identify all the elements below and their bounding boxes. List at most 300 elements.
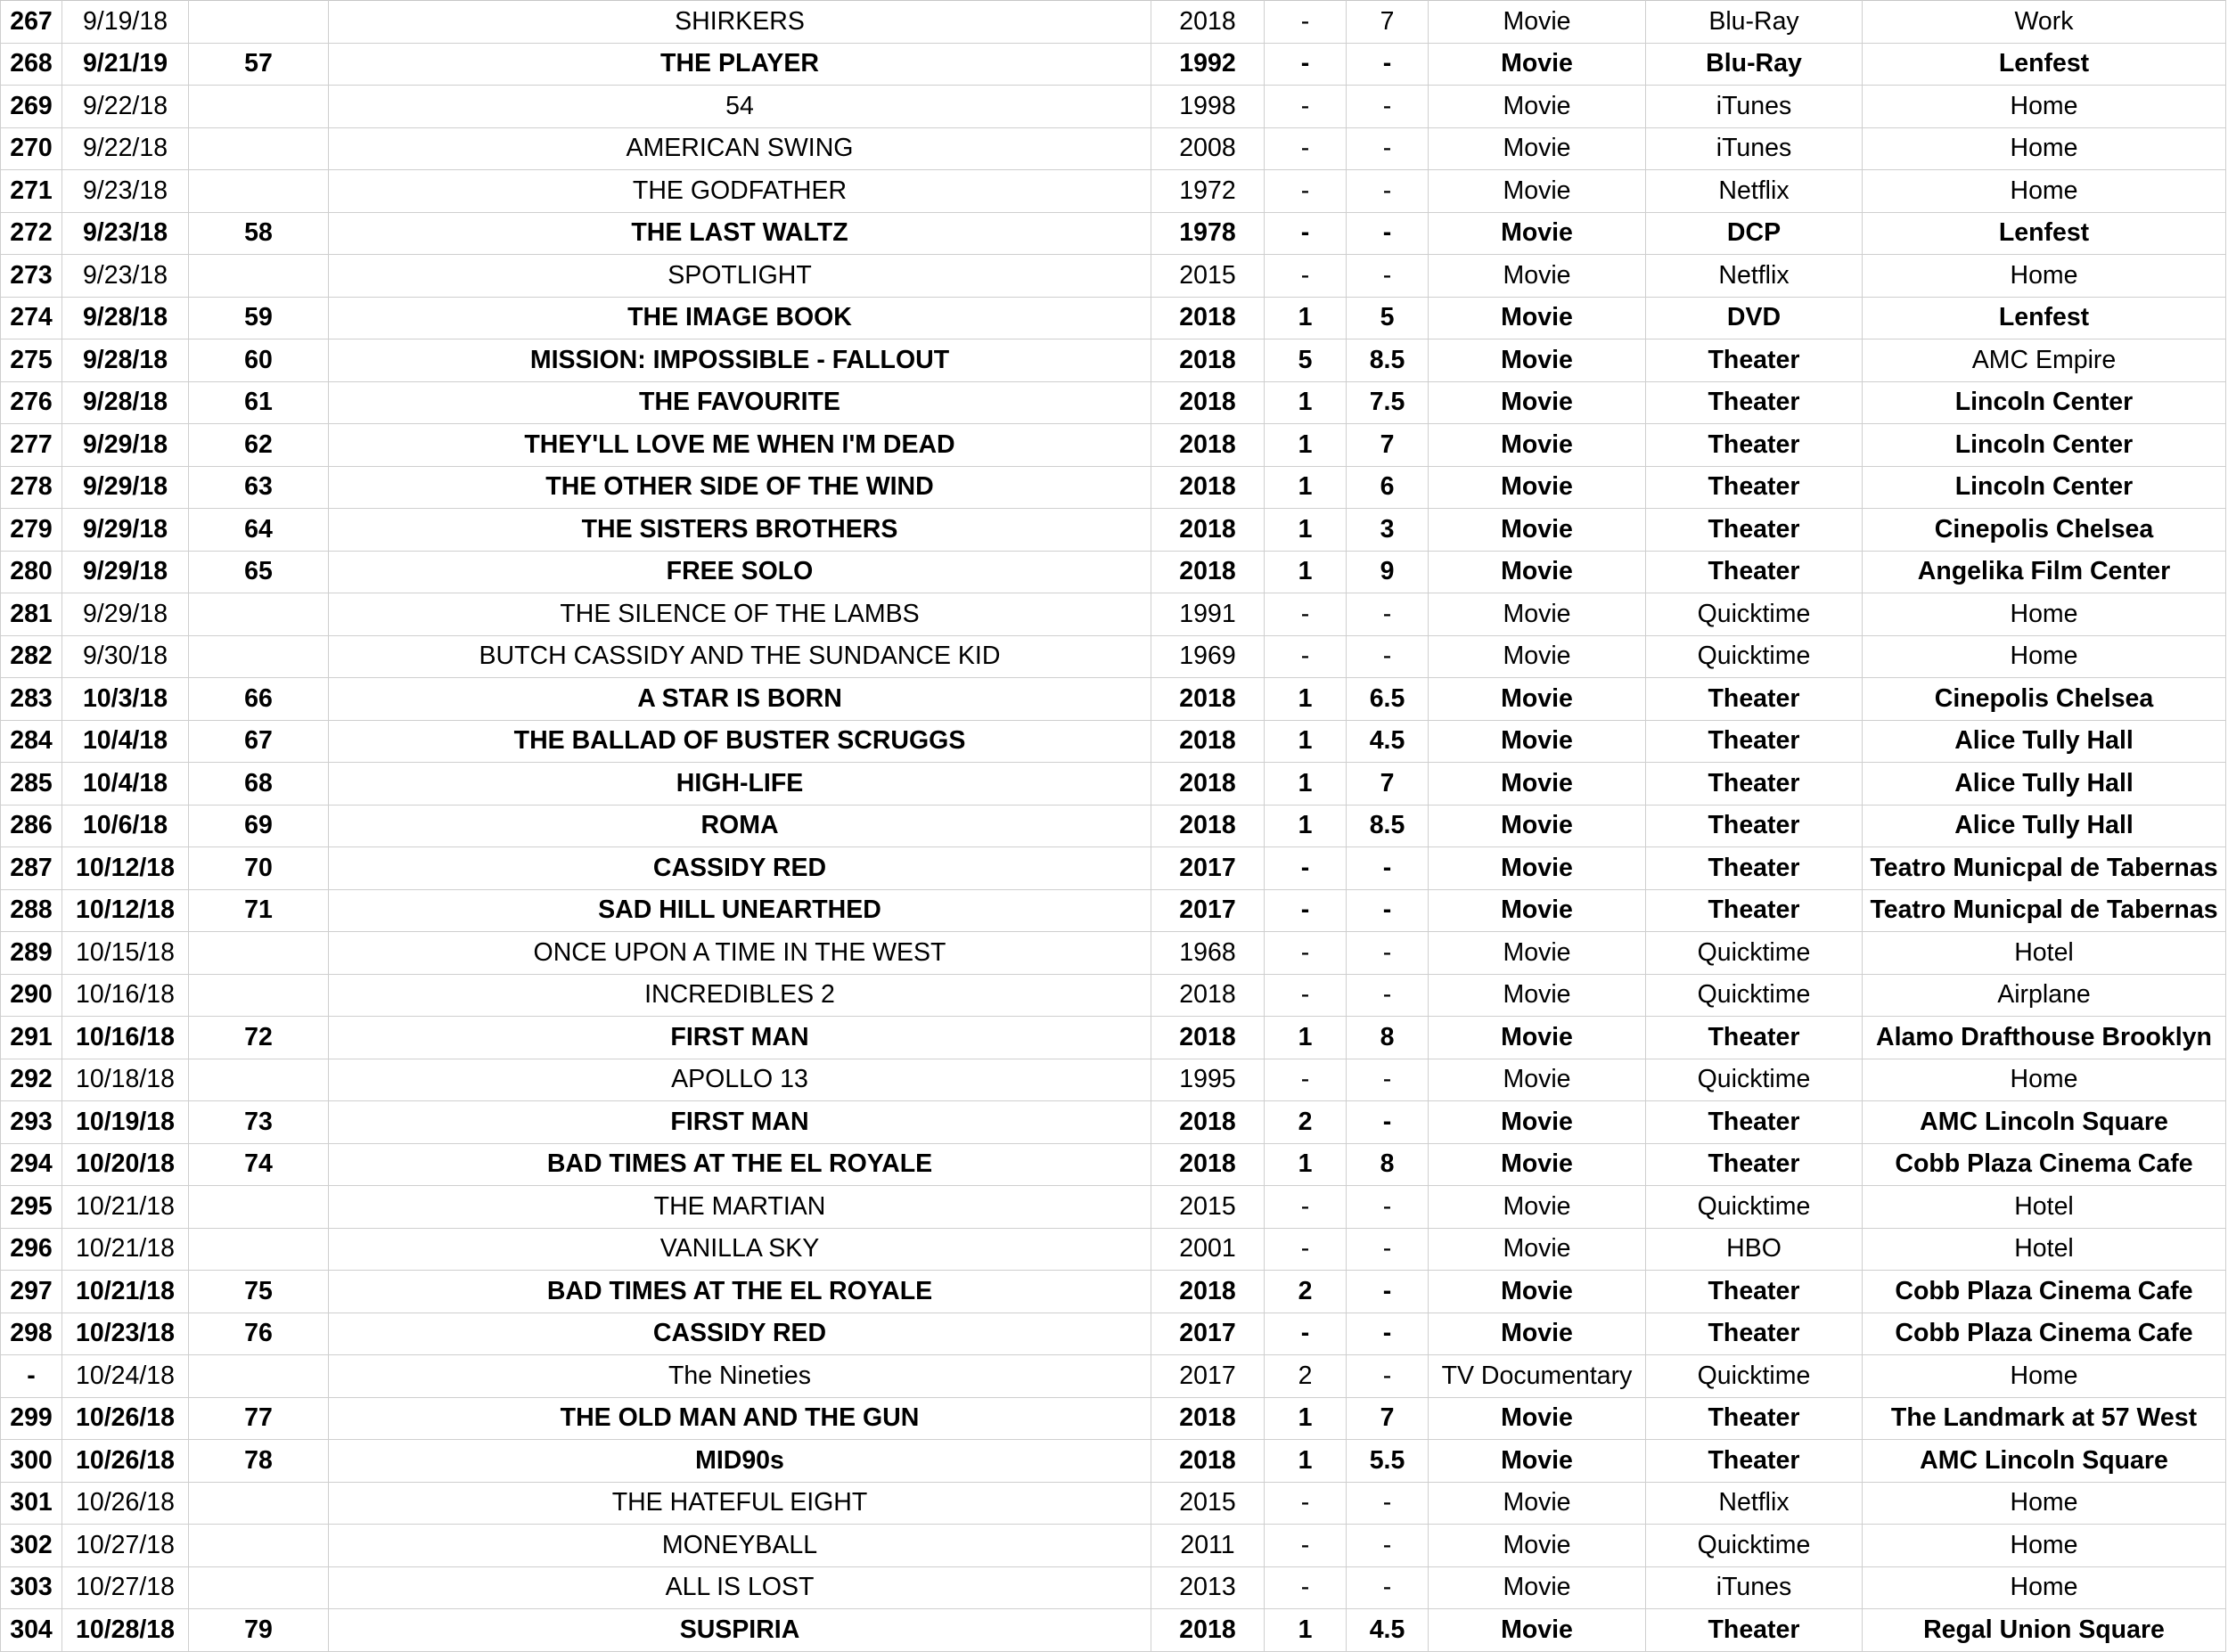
cell-format[interactable]: DCP [1646,212,1863,255]
cell-theater-count[interactable]: 77 [189,1397,329,1440]
cell-theater-count[interactable]: 69 [189,805,329,847]
cell-entry-number[interactable]: 280 [1,551,62,593]
cell-entry-number[interactable]: 278 [1,466,62,509]
cell-entry-number[interactable]: 288 [1,889,62,932]
cell-times-seen[interactable]: - [1265,1059,1347,1101]
cell-theater-count[interactable]: 76 [189,1313,329,1355]
cell-type[interactable]: Movie [1429,974,1646,1017]
cell-year[interactable]: 2008 [1151,127,1265,170]
cell-year[interactable]: 2015 [1151,1186,1265,1229]
cell-venue[interactable]: Angelika Film Center [1863,551,2226,593]
cell-rating[interactable]: 4.5 [1347,720,1429,763]
cell-venue[interactable]: Alice Tully Hall [1863,763,2226,806]
cell-rating[interactable]: - [1347,1271,1429,1313]
cell-format[interactable]: Theater [1646,678,1863,721]
cell-title[interactable]: ONCE UPON A TIME IN THE WEST [329,932,1151,975]
cell-entry-number[interactable]: 299 [1,1397,62,1440]
cell-rating[interactable]: - [1347,847,1429,890]
cell-times-seen[interactable]: - [1265,43,1347,86]
cell-theater-count[interactable] [189,127,329,170]
cell-venue[interactable]: Home [1863,1525,2226,1567]
cell-date[interactable]: 9/29/18 [62,466,189,509]
cell-date[interactable]: 9/29/18 [62,593,189,636]
cell-entry-number[interactable]: 281 [1,593,62,636]
cell-format[interactable]: Quicktime [1646,1525,1863,1567]
cell-year[interactable]: 1972 [1151,170,1265,213]
cell-venue[interactable]: Home [1863,127,2226,170]
cell-format[interactable]: Theater [1646,720,1863,763]
cell-year[interactable]: 2018 [1151,1397,1265,1440]
cell-times-seen[interactable]: - [1265,932,1347,975]
cell-title[interactable]: THE SILENCE OF THE LAMBS [329,593,1151,636]
cell-rating[interactable]: 7 [1347,1,1429,44]
cell-date[interactable]: 10/16/18 [62,1017,189,1059]
cell-year[interactable]: 2018 [1151,381,1265,424]
cell-year[interactable]: 2018 [1151,1101,1265,1144]
cell-times-seen[interactable]: 2 [1265,1271,1347,1313]
cell-year[interactable]: 2001 [1151,1228,1265,1271]
cell-venue[interactable]: Lenfest [1863,212,2226,255]
cell-rating[interactable]: - [1347,1566,1429,1609]
cell-type[interactable]: Movie [1429,847,1646,890]
cell-entry-number[interactable]: 275 [1,339,62,382]
cell-entry-number[interactable]: 296 [1,1228,62,1271]
cell-theater-count[interactable]: 57 [189,43,329,86]
cell-venue[interactable]: Teatro Municpal de Tabernas [1863,889,2226,932]
cell-times-seen[interactable]: - [1265,974,1347,1017]
cell-title[interactable]: THE LAST WALTZ [329,212,1151,255]
cell-times-seen[interactable]: 1 [1265,1440,1347,1483]
cell-venue[interactable]: Lincoln Center [1863,424,2226,467]
cell-title[interactable]: THE BALLAD OF BUSTER SCRUGGS [329,720,1151,763]
cell-theater-count[interactable]: 62 [189,424,329,467]
cell-title[interactable]: BUTCH CASSIDY AND THE SUNDANCE KID [329,635,1151,678]
cell-theater-count[interactable]: 67 [189,720,329,763]
cell-times-seen[interactable]: - [1265,1525,1347,1567]
cell-format[interactable]: Quicktime [1646,635,1863,678]
cell-venue[interactable]: Home [1863,635,2226,678]
cell-venue[interactable]: Work [1863,1,2226,44]
cell-theater-count[interactable] [189,1566,329,1609]
cell-times-seen[interactable]: 1 [1265,424,1347,467]
cell-type[interactable]: Movie [1429,297,1646,339]
cell-type[interactable]: Movie [1429,43,1646,86]
cell-type[interactable]: Movie [1429,424,1646,467]
cell-type[interactable]: Movie [1429,1017,1646,1059]
cell-rating[interactable]: - [1347,932,1429,975]
cell-format[interactable]: Theater [1646,424,1863,467]
cell-theater-count[interactable] [189,1355,329,1398]
cell-date[interactable]: 9/29/18 [62,509,189,552]
cell-venue[interactable]: Alice Tully Hall [1863,805,2226,847]
cell-format[interactable]: Theater [1646,1143,1863,1186]
cell-year[interactable]: 1995 [1151,1059,1265,1101]
cell-year[interactable]: 2018 [1151,1271,1265,1313]
cell-type[interactable]: Movie [1429,551,1646,593]
cell-type[interactable]: Movie [1429,1059,1646,1101]
cell-theater-count[interactable]: 70 [189,847,329,890]
cell-entry-number[interactable]: 274 [1,297,62,339]
cell-date[interactable]: 10/3/18 [62,678,189,721]
cell-title[interactable]: 54 [329,86,1151,128]
cell-rating[interactable]: - [1347,1482,1429,1525]
cell-year[interactable]: 2018 [1151,1143,1265,1186]
cell-title[interactable]: BAD TIMES AT THE EL ROYALE [329,1271,1151,1313]
cell-times-seen[interactable]: 1 [1265,720,1347,763]
cell-date[interactable]: 10/20/18 [62,1143,189,1186]
cell-year[interactable]: 2018 [1151,1609,1265,1652]
cell-theater-count[interactable]: 68 [189,763,329,806]
cell-rating[interactable]: - [1347,974,1429,1017]
cell-type[interactable]: Movie [1429,1101,1646,1144]
cell-year[interactable]: 2017 [1151,847,1265,890]
cell-rating[interactable]: - [1347,86,1429,128]
cell-entry-number[interactable]: 284 [1,720,62,763]
cell-title[interactable]: FREE SOLO [329,551,1151,593]
cell-theater-count[interactable]: 59 [189,297,329,339]
cell-date[interactable]: 10/4/18 [62,763,189,806]
cell-year[interactable]: 2018 [1151,1,1265,44]
cell-type[interactable]: Movie [1429,212,1646,255]
cell-times-seen[interactable]: - [1265,212,1347,255]
cell-theater-count[interactable]: 64 [189,509,329,552]
cell-entry-number[interactable]: 290 [1,974,62,1017]
cell-entry-number[interactable]: 276 [1,381,62,424]
cell-times-seen[interactable]: 1 [1265,551,1347,593]
cell-title[interactable]: THE PLAYER [329,43,1151,86]
cell-date[interactable]: 10/24/18 [62,1355,189,1398]
cell-year[interactable]: 2017 [1151,1355,1265,1398]
cell-date[interactable]: 9/30/18 [62,635,189,678]
cell-type[interactable]: Movie [1429,170,1646,213]
cell-times-seen[interactable]: 1 [1265,1609,1347,1652]
cell-entry-number[interactable]: 273 [1,255,62,298]
cell-theater-count[interactable]: 61 [189,381,329,424]
cell-times-seen[interactable]: 1 [1265,509,1347,552]
cell-times-seen[interactable]: - [1265,127,1347,170]
cell-year[interactable]: 1992 [1151,43,1265,86]
cell-type[interactable]: Movie [1429,1482,1646,1525]
cell-type[interactable]: Movie [1429,593,1646,636]
cell-year[interactable]: 1991 [1151,593,1265,636]
cell-entry-number[interactable]: 286 [1,805,62,847]
cell-date[interactable]: 9/28/18 [62,381,189,424]
cell-entry-number[interactable]: 279 [1,509,62,552]
cell-date[interactable]: 10/6/18 [62,805,189,847]
cell-times-seen[interactable]: 1 [1265,381,1347,424]
cell-venue[interactable]: Regal Union Square [1863,1609,2226,1652]
cell-format[interactable]: iTunes [1646,127,1863,170]
cell-venue[interactable]: Home [1863,593,2226,636]
cell-format[interactable]: Quicktime [1646,1186,1863,1229]
cell-type[interactable]: Movie [1429,1440,1646,1483]
cell-format[interactable]: Theater [1646,1017,1863,1059]
cell-venue[interactable]: Home [1863,1482,2226,1525]
cell-date[interactable]: 9/22/18 [62,127,189,170]
cell-entry-number[interactable]: 270 [1,127,62,170]
cell-format[interactable]: Theater [1646,466,1863,509]
cell-entry-number[interactable]: 277 [1,424,62,467]
cell-year[interactable]: 2018 [1151,974,1265,1017]
cell-venue[interactable]: Hotel [1863,1186,2226,1229]
cell-format[interactable]: Theater [1646,551,1863,593]
cell-times-seen[interactable]: - [1265,1228,1347,1271]
cell-title[interactable]: THE GODFATHER [329,170,1151,213]
cell-times-seen[interactable]: 1 [1265,1143,1347,1186]
cell-format[interactable]: Quicktime [1646,932,1863,975]
cell-entry-number[interactable]: 302 [1,1525,62,1567]
cell-type[interactable]: Movie [1429,1609,1646,1652]
cell-year[interactable]: 2018 [1151,1440,1265,1483]
cell-type[interactable]: Movie [1429,86,1646,128]
cell-year[interactable]: 2017 [1151,1313,1265,1355]
cell-format[interactable]: Theater [1646,1440,1863,1483]
cell-title[interactable]: THE HATEFUL EIGHT [329,1482,1151,1525]
cell-rating[interactable]: - [1347,43,1429,86]
cell-title[interactable]: THE OTHER SIDE OF THE WIND [329,466,1151,509]
cell-format[interactable]: Netflix [1646,1482,1863,1525]
cell-type[interactable]: Movie [1429,805,1646,847]
cell-venue[interactable]: Alice Tully Hall [1863,720,2226,763]
cell-theater-count[interactable] [189,1186,329,1229]
cell-venue[interactable]: Lenfest [1863,43,2226,86]
cell-date[interactable]: 10/26/18 [62,1397,189,1440]
cell-theater-count[interactable] [189,593,329,636]
cell-year[interactable]: 2018 [1151,805,1265,847]
cell-entry-number[interactable]: 294 [1,1143,62,1186]
cell-title[interactable]: FIRST MAN [329,1017,1151,1059]
cell-entry-number[interactable]: 295 [1,1186,62,1229]
cell-type[interactable]: Movie [1429,1566,1646,1609]
cell-format[interactable]: Quicktime [1646,974,1863,1017]
cell-theater-count[interactable] [189,1059,329,1101]
cell-entry-number[interactable]: 269 [1,86,62,128]
cell-venue[interactable]: Lenfest [1863,297,2226,339]
cell-rating[interactable]: - [1347,170,1429,213]
cell-title[interactable]: AMERICAN SWING [329,127,1151,170]
cell-times-seen[interactable]: - [1265,635,1347,678]
cell-theater-count[interactable]: 60 [189,339,329,382]
cell-title[interactable]: THE IMAGE BOOK [329,297,1151,339]
cell-date[interactable]: 10/26/18 [62,1440,189,1483]
cell-entry-number[interactable]: 304 [1,1609,62,1652]
cell-title[interactable]: A STAR IS BORN [329,678,1151,721]
cell-format[interactable]: Netflix [1646,255,1863,298]
cell-date[interactable]: 10/26/18 [62,1482,189,1525]
cell-rating[interactable]: - [1347,1059,1429,1101]
cell-date[interactable]: 10/12/18 [62,889,189,932]
cell-year[interactable]: 1968 [1151,932,1265,975]
cell-times-seen[interactable]: - [1265,593,1347,636]
cell-times-seen[interactable]: 1 [1265,805,1347,847]
cell-rating[interactable]: - [1347,593,1429,636]
cell-title[interactable]: MID90s [329,1440,1151,1483]
cell-title[interactable]: THEY'LL LOVE ME WHEN I'M DEAD [329,424,1151,467]
cell-format[interactable]: Theater [1646,509,1863,552]
cell-title[interactable]: SAD HILL UNEARTHED [329,889,1151,932]
cell-year[interactable]: 2017 [1151,889,1265,932]
cell-format[interactable]: Theater [1646,339,1863,382]
cell-year[interactable]: 2018 [1151,509,1265,552]
cell-year[interactable]: 2013 [1151,1566,1265,1609]
cell-entry-number[interactable]: 271 [1,170,62,213]
cell-times-seen[interactable]: - [1265,1566,1347,1609]
cell-date[interactable]: 9/29/18 [62,424,189,467]
cell-rating[interactable]: 4.5 [1347,1609,1429,1652]
cell-title[interactable]: MONEYBALL [329,1525,1151,1567]
cell-rating[interactable]: 8.5 [1347,805,1429,847]
cell-date[interactable]: 9/29/18 [62,551,189,593]
cell-venue[interactable]: Teatro Municpal de Tabernas [1863,847,2226,890]
cell-times-seen[interactable]: 1 [1265,763,1347,806]
cell-rating[interactable]: 8.5 [1347,339,1429,382]
cell-year[interactable]: 2018 [1151,297,1265,339]
cell-year[interactable]: 2018 [1151,720,1265,763]
cell-year[interactable]: 1998 [1151,86,1265,128]
cell-venue[interactable]: AMC Lincoln Square [1863,1101,2226,1144]
cell-venue[interactable]: Cobb Plaza Cinema Cafe [1863,1271,2226,1313]
cell-type[interactable]: Movie [1429,1186,1646,1229]
cell-title[interactable]: CASSIDY RED [329,847,1151,890]
cell-year[interactable]: 2018 [1151,1017,1265,1059]
cell-rating[interactable]: 7 [1347,1397,1429,1440]
cell-format[interactable]: Theater [1646,1609,1863,1652]
cell-entry-number[interactable]: 272 [1,212,62,255]
cell-venue[interactable]: The Landmark at 57 West [1863,1397,2226,1440]
cell-venue[interactable]: AMC Empire [1863,339,2226,382]
cell-entry-number[interactable]: 267 [1,1,62,44]
cell-title[interactable]: SHIRKERS [329,1,1151,44]
cell-type[interactable]: Movie [1429,339,1646,382]
cell-venue[interactable]: Home [1863,1355,2226,1398]
cell-date[interactable]: 10/28/18 [62,1609,189,1652]
cell-date[interactable]: 9/19/18 [62,1,189,44]
cell-rating[interactable]: - [1347,1525,1429,1567]
cell-title[interactable]: THE FAVOURITE [329,381,1151,424]
cell-theater-count[interactable]: 75 [189,1271,329,1313]
cell-entry-number[interactable]: - [1,1355,62,1398]
cell-year[interactable]: 2011 [1151,1525,1265,1567]
cell-title[interactable]: VANILLA SKY [329,1228,1151,1271]
cell-times-seen[interactable]: - [1265,1,1347,44]
cell-rating[interactable]: - [1347,1355,1429,1398]
cell-rating[interactable]: 9 [1347,551,1429,593]
cell-entry-number[interactable]: 291 [1,1017,62,1059]
cell-year[interactable]: 1978 [1151,212,1265,255]
cell-entry-number[interactable]: 287 [1,847,62,890]
cell-type[interactable]: Movie [1429,720,1646,763]
cell-date[interactable]: 10/4/18 [62,720,189,763]
cell-date[interactable]: 9/22/18 [62,86,189,128]
cell-format[interactable]: Theater [1646,1101,1863,1144]
cell-title[interactable]: APOLLO 13 [329,1059,1151,1101]
cell-times-seen[interactable]: - [1265,1482,1347,1525]
cell-theater-count[interactable]: 79 [189,1609,329,1652]
cell-times-seen[interactable]: - [1265,170,1347,213]
cell-type[interactable]: Movie [1429,763,1646,806]
cell-date[interactable]: 10/15/18 [62,932,189,975]
cell-venue[interactable]: Lincoln Center [1863,381,2226,424]
cell-times-seen[interactable]: 2 [1265,1355,1347,1398]
cell-date[interactable]: 10/12/18 [62,847,189,890]
cell-title[interactable]: ALL IS LOST [329,1566,1151,1609]
cell-times-seen[interactable]: 1 [1265,466,1347,509]
cell-times-seen[interactable]: - [1265,86,1347,128]
cell-theater-count[interactable] [189,635,329,678]
cell-format[interactable]: Quicktime [1646,593,1863,636]
cell-times-seen[interactable]: - [1265,847,1347,890]
cell-title[interactable]: HIGH-LIFE [329,763,1151,806]
cell-rating[interactable]: 6 [1347,466,1429,509]
cell-title[interactable]: FIRST MAN [329,1101,1151,1144]
cell-year[interactable]: 2018 [1151,551,1265,593]
cell-times-seen[interactable]: - [1265,255,1347,298]
cell-theater-count[interactable]: 74 [189,1143,329,1186]
cell-theater-count[interactable]: 73 [189,1101,329,1144]
cell-rating[interactable]: - [1347,1313,1429,1355]
cell-times-seen[interactable]: - [1265,1186,1347,1229]
cell-date[interactable]: 10/21/18 [62,1271,189,1313]
cell-format[interactable]: iTunes [1646,1566,1863,1609]
cell-venue[interactable]: Hotel [1863,932,2226,975]
cell-theater-count[interactable] [189,170,329,213]
cell-theater-count[interactable]: 65 [189,551,329,593]
cell-type[interactable]: Movie [1429,255,1646,298]
cell-title[interactable]: The Nineties [329,1355,1151,1398]
cell-format[interactable]: Netflix [1646,170,1863,213]
cell-rating[interactable]: - [1347,889,1429,932]
cell-title[interactable]: MISSION: IMPOSSIBLE - FALLOUT [329,339,1151,382]
cell-format[interactable]: Theater [1646,847,1863,890]
cell-format[interactable]: Blu-Ray [1646,43,1863,86]
cell-venue[interactable]: Airplane [1863,974,2226,1017]
cell-type[interactable]: Movie [1429,678,1646,721]
cell-times-seen[interactable]: - [1265,889,1347,932]
cell-entry-number[interactable]: 285 [1,763,62,806]
cell-format[interactable]: iTunes [1646,86,1863,128]
cell-theater-count[interactable]: 66 [189,678,329,721]
cell-entry-number[interactable]: 297 [1,1271,62,1313]
cell-rating[interactable]: - [1347,1186,1429,1229]
cell-entry-number[interactable]: 268 [1,43,62,86]
cell-title[interactable]: THE SISTERS BROTHERS [329,509,1151,552]
cell-venue[interactable]: Cinepolis Chelsea [1863,509,2226,552]
cell-type[interactable]: Movie [1429,889,1646,932]
cell-rating[interactable]: 6.5 [1347,678,1429,721]
cell-venue[interactable]: Home [1863,170,2226,213]
cell-theater-count[interactable]: 71 [189,889,329,932]
cell-rating[interactable]: 5 [1347,297,1429,339]
cell-type[interactable]: Movie [1429,1143,1646,1186]
cell-times-seen[interactable]: 1 [1265,1017,1347,1059]
cell-venue[interactable]: Cinepolis Chelsea [1863,678,2226,721]
cell-rating[interactable]: 7.5 [1347,381,1429,424]
cell-times-seen[interactable]: 1 [1265,678,1347,721]
cell-year[interactable]: 2018 [1151,466,1265,509]
cell-type[interactable]: Movie [1429,1228,1646,1271]
cell-venue[interactable]: Lincoln Center [1863,466,2226,509]
cell-theater-count[interactable]: 78 [189,1440,329,1483]
cell-format[interactable]: Quicktime [1646,1059,1863,1101]
cell-rating[interactable]: - [1347,212,1429,255]
cell-rating[interactable]: - [1347,635,1429,678]
cell-type[interactable]: Movie [1429,381,1646,424]
cell-title[interactable]: SPOTLIGHT [329,255,1151,298]
cell-type[interactable]: Movie [1429,466,1646,509]
cell-format[interactable]: Theater [1646,1271,1863,1313]
cell-type[interactable]: Movie [1429,1,1646,44]
cell-type[interactable]: TV Documentary [1429,1355,1646,1398]
